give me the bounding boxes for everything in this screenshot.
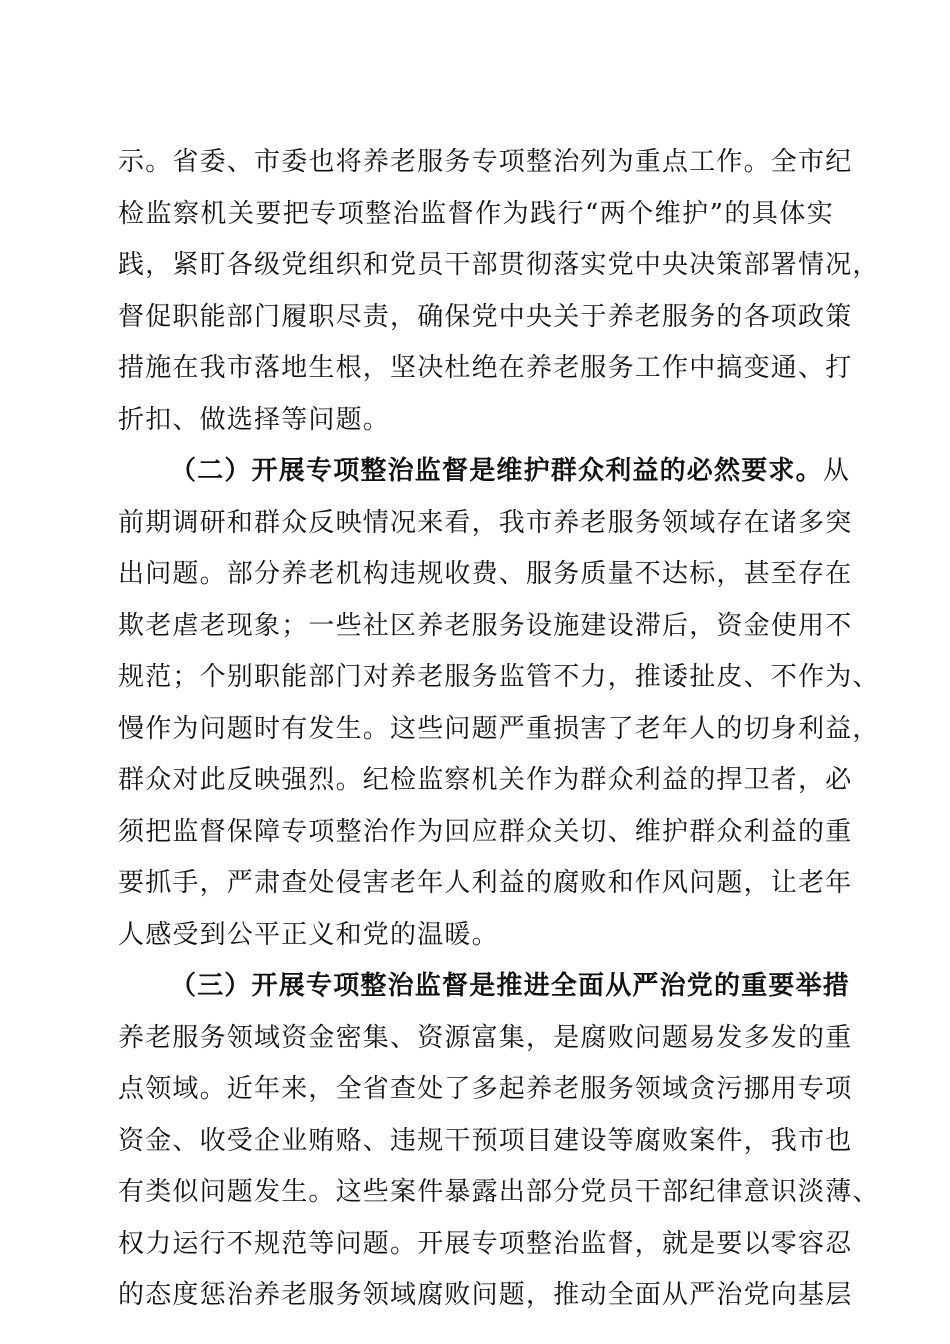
paragraph-1-line-3: 践，紧盯各级党组织和党员干部贯彻落实党中央决策部署情况， [118,250,880,280]
paragraph-3-line-5: 权力运行不规范等问题。开展专项整治监督，就是要以零容忍 [118,1228,853,1259]
paragraph-1-line-2: 检监察机关要把专项整治监督作为践行“两个维护”的具体实 [118,198,834,229]
paragraph-2-heading: （二）开展专项整治监督是维护群众利益的必然要求。 [170,456,823,486]
paragraph-2-line-7: 须把监督保障专项整治作为回应群众关切、维护群众利益的重 [118,816,853,847]
paragraph-1-line-4: 督促职能部门履职尽责，确保党中央关于养老服务的各项政策 [118,301,853,332]
paragraph-2-line-2: 出问题。部分养老机构违规收费、服务质量不达标，甚至存在 [118,559,853,589]
paragraph-3-heading: （三）开展专项整治监督是推进全面从严治党的重要举措 [170,971,851,1001]
paragraph-2-line-1: 前期调研和群众反映情况来看，我市养老服务领域存在诸多突 [118,507,853,538]
paragraph-3-line-4: 有类似问题发生。这些案件暴露出部分党员干部纪律意识淡薄、 [118,1177,880,1207]
paragraph-2-first-line [118,446,851,498]
paragraph-3-line-1: 养老服务领域资金密集、资源富集，是腐败问题易发多发的重 [118,1022,853,1053]
paragraph-3-line-2: 点领域。近年来，全省查处了多起养老服务领域贪污挪用专项 [118,1074,853,1104]
paragraph-2-heading-tail: 从 [822,456,851,486]
document-body [118,137,880,1322]
paragraph-1-line-1: 示。省委、市委也将养老服务专项整治列为重点工作。全市纪 [118,147,853,177]
paragraph-2-line-4: 规范；个别职能部门对养老服务监管不力，推诿扯皮、不作为、 [118,662,880,692]
paragraph-2-line-9: 人感受到公平正义和党的温暖。 [118,919,499,950]
paragraph-2-line-6: 群众对此反映强烈。纪检监察机关作为群众利益的捍卫者，必 [118,765,853,795]
paragraph-2-line-3: 欺老虐老现象；一些社区养老服务设施建设滞后，资金使用不 [118,610,853,641]
paragraph-2-line-5: 慢作为问题时有发生。这些问题严重损害了老年人的切身利益， [118,713,880,744]
paragraph-3-line-3: 资金、收受企业贿赂、违规干预项目建设等腐败案件，我市也 [118,1125,853,1156]
paragraph-1-line-6: 折扣、做选择等问题。 [118,404,391,435]
paragraph-2-line-8: 要抓手，严肃查处侵害老年人利益的腐败和作风问题，让老年 [118,868,853,898]
paragraph-1-line-5: 措施在我市落地生根，坚决杜绝在养老服务工作中搞变通、打 [118,353,853,383]
paragraph-3-line-6: 的态度惩治养老服务领域腐败问题，推动全面从严治党向基层 [118,1280,853,1310]
